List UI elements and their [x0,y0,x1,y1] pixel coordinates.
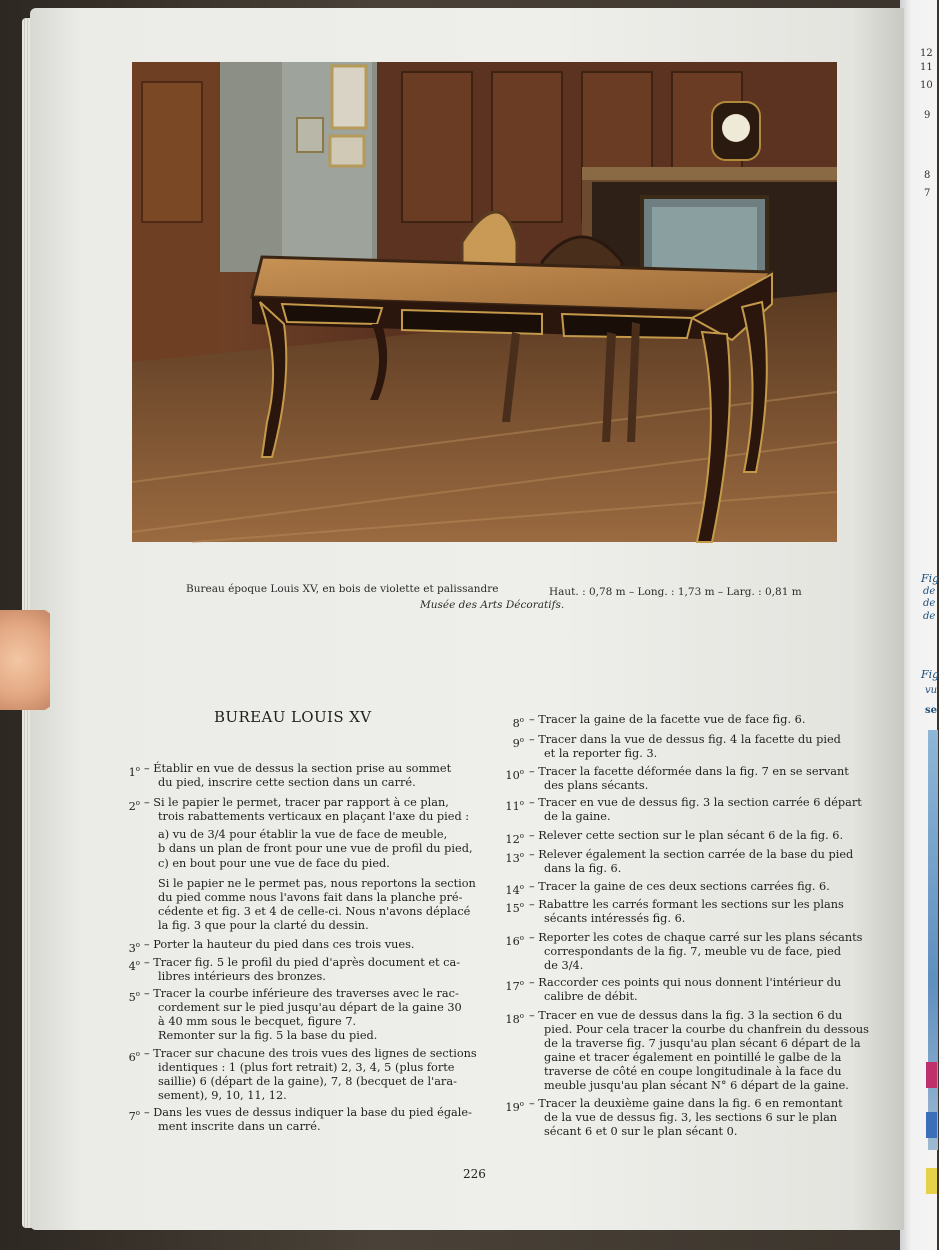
step-line: traverse de côté en coupe longitudinale à la face du [544,1065,842,1078]
step-number: 18$^o$ [505,1012,524,1026]
fig-fragment: de [923,586,936,597]
step-number: 1$^o$ [128,765,140,779]
step-number: 14$^o$ [505,883,524,897]
step-line: cordement sur le pied jusqu'au départ de la gaine 30 [158,1001,462,1014]
photo-credit: Musée des Arts Décoratifs. [420,599,565,611]
step-line: sement), 9, 10, 11, 12. [158,1089,287,1102]
step-paragraph-line: la fig. 3 que pour la clarté du dessin. [158,919,369,932]
step-line: – Dans les vues de dessus indiquer la base du pied égale- [144,1106,472,1119]
step-line: – Relever cette section sur le plan sécant 6 de la fig. 6. [529,829,844,842]
step-line: – Relever également la section carrée de la base du pied [529,848,854,861]
step-line: à 40 mm sous le becquet, figure 7. [158,1015,357,1028]
step-line: – Si le papier le permet, tracer par rapport à ce plan, [144,796,449,809]
step-line: ment inscrite dans un carré. [158,1120,321,1133]
step-line: identiques : 1 (plus fort retrait) 2, 3, 4, 5 (plus forte [158,1061,455,1074]
step-line: – Tracer en vue de dessus dans la fig. 3 la section 6 du [529,1009,843,1022]
step-line: sécants intéressés fig. 6. [544,912,686,925]
desk-photograph [132,62,837,542]
step-line: saillie) 6 (départ de la gaine), 7, 8 (becquet de l'ara- [158,1075,457,1088]
step-number: 9$^o$ [512,736,524,750]
margin-number: 11 [920,62,933,73]
step-line: de 3/4. [544,959,584,972]
step-paragraph-line: du pied comme nous l'avons fait dans la planche pré- [158,891,463,904]
step-line: – Tracer la deuxième gaine dans la fig. 6 en remontant [529,1097,843,1110]
step-paragraph-line: Si le papier ne le permet pas, nous reportons la section [158,877,476,890]
step-line: Remonter sur la fig. 5 la base du pied. [158,1029,378,1042]
color-swatch [926,1112,937,1138]
photo-caption: Bureau époque Louis XV, en bois de violette et palissandre [186,583,499,595]
step-number: 13$^o$ [505,851,524,865]
adjacent-page [900,0,937,1250]
step-line: – Raccorder ces points qui nous donnent l'intérieur du [529,976,842,989]
step-line: – Porter la hauteur du pied dans ces trois vues. [144,938,415,951]
step-line: sécant 6 et 0 sur le plan sécant 0. [544,1125,738,1138]
step-number: 7$^o$ [128,1109,140,1123]
step-number: 4$^o$ [128,959,140,973]
photo-dimensions: Haut. : 0,78 m – Long. : 1,73 m – Larg. : 0,81 m [549,586,802,598]
step-line: – Tracer la courbe inférieure des traverses avec le rac- [144,987,459,1000]
step-line: de la traverse fig. 7 jusqu'au plan sécant 6 départ de la [544,1037,861,1050]
fig-label: Fig [921,668,939,681]
step-line: – Tracer la facette déformée dans la fig. 7 en se servant [529,765,849,778]
step-number: 12$^o$ [505,832,524,846]
step-line: dans la fig. 6. [544,862,622,875]
step-line: pied. Pour cela tracer la courbe du chanfrein du dessous [544,1023,869,1036]
step-sub-item: c) en bout pour une vue de face du pied. [158,857,390,870]
step-line: – Tracer sur chacune des trois vues des lignes de sections [144,1047,477,1060]
step-line: – Tracer en vue de dessus fig. 3 la section carrée 6 départ [529,796,862,809]
step-number: 10$^o$ [505,768,524,782]
step-line: meuble jusqu'au plan sécant N° 6 départ de la gaine. [544,1079,849,1092]
step-sub-item: b dans un plan de front pour une vue de profil du pied, [158,842,473,855]
fig-fragment: se [925,705,937,716]
step-number: 11$^o$ [505,799,524,813]
step-line: – Tracer fig. 5 le profil du pied d'après document et ca- [144,956,461,969]
step-number: 6$^o$ [128,1050,140,1064]
page-number: 226 [463,1167,486,1181]
step-number: 5$^o$ [128,990,140,1004]
fig-fragment: de [923,598,936,609]
step-line: du pied, inscrire cette section dans un carré. [158,776,416,789]
step-line: – Reporter les cotes de chaque carré sur les plans sécants [529,931,863,944]
fig-fragment: de [923,611,936,622]
step-line: – Rabattre les carrés formant les sections sur les plans [529,898,844,911]
step-line: de la vue de dessus fig. 3, les sections 6 sur le plan [544,1111,838,1124]
step-sub-item: a) vu de 3/4 pour établir la vue de face de meuble, [158,828,448,841]
step-line: – Tracer la gaine de ces deux sections carrées fig. 6. [529,880,830,893]
step-line: – Tracer la gaine de la facette vue de face fig. 6. [529,713,806,726]
margin-number: 7 [924,188,931,199]
step-line: – Tracer dans la vue de dessus fig. 4 la facette du pied [529,733,841,746]
fig-label: Fig [921,572,939,585]
step-line: trois rabattements verticaux en plaçant l'axe du pied : [158,810,470,823]
margin-number: 10 [920,80,933,91]
color-swatch [926,1168,937,1194]
step-line: et la reporter fig. 3. [544,747,658,760]
step-number: 16$^o$ [505,934,524,948]
step-line: libres intérieurs des bronzes. [158,970,326,983]
fig-fragment: vu [925,685,938,696]
step-line: de la gaine. [544,810,611,823]
step-line: des plans sécants. [544,779,649,792]
section-heading: BUREAU LOUIS XV [214,708,372,726]
margin-number: 8 [924,170,931,181]
step-paragraph-line: cédente et fig. 3 et 4 de celle-ci. Nous n'avons déplacé [158,905,471,918]
margin-number: 9 [924,110,931,121]
step-number: 17$^o$ [505,979,524,993]
step-line: calibre de débit. [544,990,638,1003]
step-number: 19$^o$ [505,1100,524,1114]
color-swatch [926,1062,937,1088]
step-number: 8$^o$ [512,716,524,730]
step-line: gaine et tracer également en pointillé le galbe de la [544,1051,842,1064]
step-line: correspondants de la fig. 7, meuble vu de face, pied [544,945,842,958]
step-number: 3$^o$ [128,941,140,955]
desk-photo-illustration [132,62,837,542]
thumb [0,610,50,710]
step-number: 15$^o$ [505,901,524,915]
step-number: 2$^o$ [128,799,140,813]
margin-number: 12 [920,48,933,59]
step-line: – Établir en vue de dessus la section prise au sommet [144,762,452,775]
